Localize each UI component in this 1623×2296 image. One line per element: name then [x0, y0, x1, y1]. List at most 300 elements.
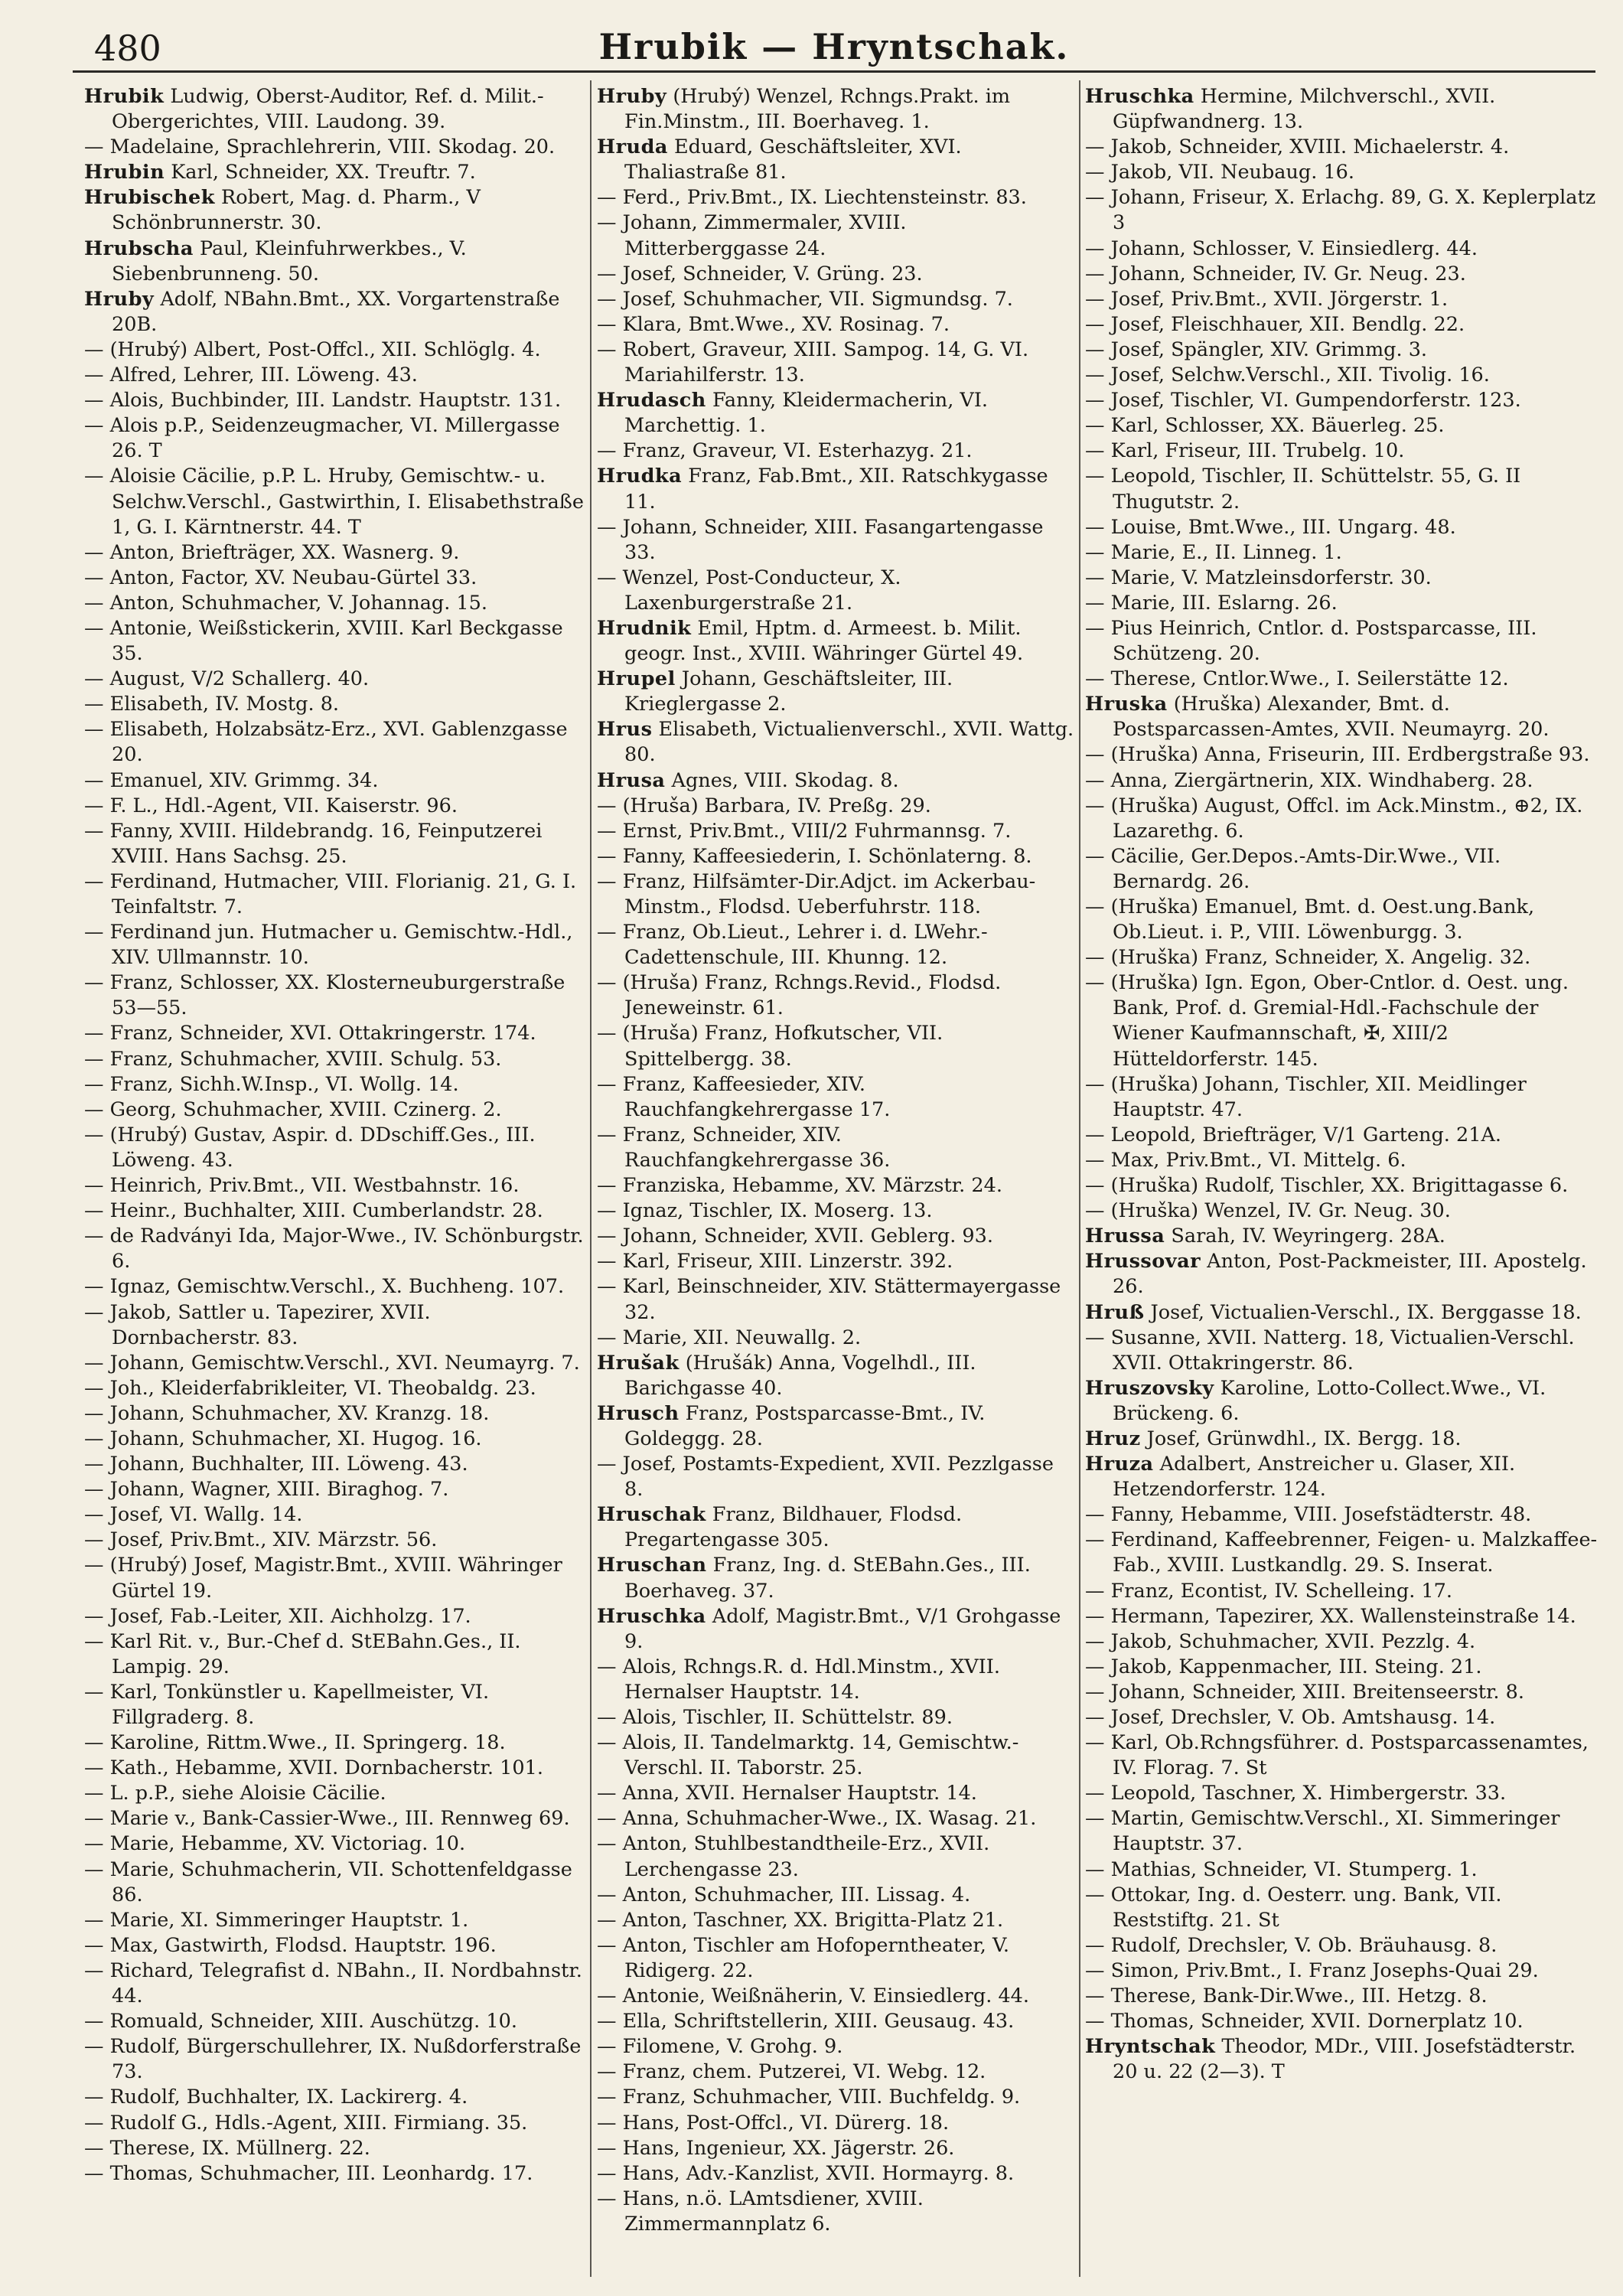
- entry-text: — Josef, Tischler, VI. Gumpendorferstr. 123.: [1085, 389, 1521, 413]
- entry-text: Johann, Geschäftsleiter, III. Krieglergasse 2.: [624, 667, 953, 716]
- entry-text: — Antonie, Weißnäherin, V. Einsiedlerg. 44.: [597, 1985, 1029, 2008]
- entry-text: — (Hruška) Wenzel, IV. Gr. Neug. 30.: [1085, 1199, 1451, 1223]
- directory-entry: [84, 287, 585, 338]
- entry-text: — Thomas, Schuhmacher, III. Leonhardg. 17.: [84, 2161, 533, 2185]
- directory-entry: [597, 819, 1075, 844]
- directory-entry: [84, 970, 585, 1021]
- entry-surname: Hrubischek: [84, 186, 215, 210]
- entry-surname: Hruska: [1085, 693, 1168, 716]
- entry-text: — Robert, Graveur, XIII. Sampog. 14, G. VI. Mariahilferstr. 13.: [597, 338, 1029, 387]
- entry-text: — Antonie, Weißstickerin, XVIII. Karl Beckgasse 35.: [84, 616, 563, 666]
- directory-entry: [84, 1452, 585, 1477]
- directory-entry: [597, 1831, 1075, 1882]
- column-divider: [1079, 80, 1080, 2277]
- entry-text: — Susanne, XVII. Natterg. 18, Victualien-Verschl. XVII. Ottakringerstr. 86.: [1085, 1326, 1575, 1375]
- entry-surname: Hrubscha: [84, 236, 194, 260]
- entry-text: — Cäcilie, Ger.Depos.-Amts-Dir.Wwe., VII. Bernardg. 26.: [1085, 844, 1501, 893]
- directory-entry: [1085, 1806, 1598, 1857]
- directory-entry: [84, 135, 585, 160]
- directory-entry: [1085, 1655, 1598, 1680]
- entry-text: Adolf, Magistr.Bmt., V/1 Grohgasse 9.: [624, 1604, 1061, 1653]
- entry-text: — Franz, Schuhmacher, XVIII. Schulg. 53.: [84, 1047, 502, 1071]
- entry-text: Hermine, Milchverschl., XVII. Güpfwandnerg. 13.: [1113, 85, 1496, 134]
- directory-entry: [1085, 1730, 1598, 1781]
- entry-text: — Marie v., Bank-Cassier-Wwe., III. Rennweg 69.: [84, 1807, 570, 1831]
- entry-text: — Fanny, Kaffeesiederin, I. Schönlaterng. 8.: [597, 844, 1032, 868]
- entry-text: — Marie, V. Matzleinsdorferstr. 30.: [1085, 566, 1432, 589]
- directory-entry: [84, 566, 585, 591]
- entry-surname: Hruby: [84, 287, 155, 311]
- directory-entry: [1085, 1123, 1598, 1148]
- directory-entry: [84, 1274, 585, 1300]
- directory-entry: [84, 1908, 585, 1933]
- entry-text: — Karl, Friseur, XIII. Linzerstr. 392.: [597, 1250, 953, 1274]
- entry-text: — Franz, Sichh.W.Insp., VI. Wollg. 14.: [84, 1072, 459, 1096]
- directory-entry: [597, 2009, 1075, 2034]
- directory-entry: [1085, 338, 1598, 363]
- entry-text: — Pius Heinrich, Cntlor. d. Postsparcasse, III. Schützeng. 20.: [1085, 616, 1537, 666]
- entry-text: Eduard, Geschäftsleiter, XVI. Thaliastraße 81.: [624, 135, 962, 184]
- directory-entry: [1085, 2009, 1598, 2034]
- entry-text: Josef, Victualien-Verschl., IX. Berggasse 18.: [1144, 1300, 1582, 1324]
- entry-text: — Johann, Schneider, IV. Gr. Neug. 23.: [1085, 262, 1466, 285]
- entry-text: — Karl, Schlosser, XX. Bäuerleg. 25.: [1085, 414, 1445, 438]
- directory-entry: [1085, 1579, 1598, 1604]
- page-number: 480: [94, 28, 161, 69]
- directory-entry: [597, 1123, 1075, 1173]
- directory-entry: [597, 1173, 1075, 1199]
- entry-text: — Alois, Buchbinder, III. Landstr. Hauptstr. 131.: [84, 389, 562, 413]
- entry-text: Karl, Schneider, XX. Treuftr. 7.: [165, 161, 476, 184]
- directory-entry: [84, 1199, 585, 1224]
- directory-entry: [597, 1933, 1075, 1984]
- directory-entry: [84, 717, 585, 768]
- entry-text: — Ferd., Priv.Bmt., IX. Liechtensteinstr. 83.: [597, 186, 1027, 210]
- directory-entry: [1085, 185, 1598, 236]
- entry-surname: Hrudnik: [597, 616, 692, 640]
- entry-text: — (Hruška) Johann, Tischler, XII. Meidlinger Hauptstr. 47.: [1085, 1072, 1527, 1121]
- directory-entry: [597, 844, 1075, 869]
- entry-text: — Rudolf, Buchhalter, IX. Lackirerg. 4.: [84, 2086, 468, 2109]
- entry-surname: Hrubik: [84, 85, 165, 108]
- directory-entry: [1085, 236, 1598, 262]
- directory-entry: [84, 464, 585, 540]
- entry-text: Theodor, MDr., VIII. Josefstädterstr. 20 u. 22 (2—3). T: [1113, 2035, 1576, 2084]
- directory-entry: [84, 1604, 585, 1629]
- directory-entry: [597, 388, 1075, 439]
- entry-text: — Leopold, Briefträger, V/1 Garteng. 21A.: [1085, 1123, 1501, 1146]
- entry-text: — (Hrubý) Josef, Magistr.Bmt., XVIII. Währinger Gürtel 19.: [84, 1554, 562, 1603]
- directory-entry: [84, 2161, 585, 2187]
- directory-entry: [84, 2034, 585, 2085]
- directory-entry: [597, 970, 1075, 1021]
- entry-text: — Anna, XVII. Hernalser Hauptstr. 14.: [597, 1782, 977, 1805]
- directory-entry: [597, 1883, 1075, 1908]
- directory-entry: [597, 287, 1075, 312]
- directory-entry: [597, 1730, 1075, 1781]
- directory-entry: [84, 540, 585, 566]
- entry-text: — Wenzel, Post-Conducteur, X. Laxenburgerstraße 21.: [597, 566, 901, 615]
- directory-entry: [84, 1047, 585, 1072]
- entry-text: — Karl, Friseur, III. Trubelg. 10.: [1085, 439, 1405, 463]
- entry-text: — Jakob, Kappenmacher, III. Steing. 21.: [1085, 1655, 1482, 1678]
- entry-surname: Hrussovar: [1085, 1250, 1201, 1274]
- entry-text: — Hans, Ingenieur, XX. Jägerstr. 26.: [597, 2136, 955, 2160]
- directory-entry: [1085, 515, 1598, 540]
- directory-entry: [597, 1705, 1075, 1730]
- entry-text: — Hermann, Tapezirer, XX. Wallensteinstraße 14.: [1085, 1604, 1576, 1628]
- directory-entry: [597, 135, 1075, 185]
- directory-entry: [1085, 1224, 1598, 1249]
- directory-entry: [1085, 464, 1598, 514]
- entry-text: — Alois, II. Tandelmarktg. 14, Gemischtw.-Verschl. II. Taborstr. 25.: [597, 1731, 1019, 1780]
- entry-text: — Josef, Selchw.Verschl., XII. Tivolig. 16.: [1085, 364, 1490, 387]
- entry-text: — Filomene, V. Grohg. 9.: [597, 2035, 843, 2059]
- directory-entry: [84, 1730, 585, 1756]
- entry-text: — Therese, Bank-Dir.Wwe., III. Hetzg. 8.: [1085, 1985, 1488, 2008]
- directory-entry: [597, 2136, 1075, 2161]
- directory-entry: [1085, 1705, 1598, 1730]
- entry-text: — Ferdinand, Hutmacher, VIII. Florianig. 21, G. I. Teinfaltstr. 7.: [84, 869, 577, 918]
- entry-text: — Josef, Fleischhauer, XII. Bendlg. 22.: [1085, 312, 1465, 336]
- entry-text: — Jakob, VII. Neubaug. 16.: [1085, 161, 1355, 184]
- directory-entry: [84, 1756, 585, 1781]
- directory-entry: [84, 920, 585, 970]
- entry-text: — Ignaz, Gemischtw.Verschl., X. Buchheng. 107.: [84, 1275, 565, 1299]
- directory-entry: [597, 312, 1075, 338]
- directory-entry: [1085, 1629, 1598, 1655]
- entry-text: — Karoline, Rittm.Wwe., II. Springerg. 18.: [84, 1731, 506, 1755]
- entry-surname: Hrussa: [1085, 1225, 1165, 1248]
- directory-entry: [597, 84, 1075, 135]
- directory-entry: [84, 819, 585, 869]
- entry-text: — Johann, Schneider, XIII. Breitenseerstr. 8.: [1085, 1680, 1524, 1704]
- entry-surname: Hruz: [1085, 1427, 1141, 1450]
- directory-entry: [1085, 2034, 1598, 2085]
- directory-entry: [84, 1376, 585, 1401]
- entry-text: — Ella, Schriftstellerin, XIII. Geusaug. 43.: [597, 2010, 1015, 2033]
- entry-text: — Jakob, Schuhmacher, XVII. Pezzlg. 4.: [1085, 1629, 1476, 1653]
- entry-text: — Johann, Schuhmacher, XV. Kranzg. 18.: [84, 1401, 490, 1425]
- entry-surname: Hruß: [1085, 1300, 1145, 1324]
- directory-entry: [1085, 970, 1598, 1071]
- directory-entry: [1085, 363, 1598, 388]
- entry-text: — Karl Rit. v., Bur.-Chef d. StEBahn.Ges., II. Lampig. 29.: [84, 1629, 521, 1678]
- entry-text: — Jakob, Sattler u. Tapezirer, XVII. Dornbacherstr. 83.: [84, 1300, 431, 1349]
- directory-entry: [84, 1427, 585, 1452]
- entry-text: — Franz, Schneider, XVI. Ottakringerstr. 174.: [84, 1022, 536, 1045]
- directory-entry: [597, 1249, 1075, 1274]
- directory-entry: [1085, 1857, 1598, 1883]
- directory-entry: [84, 591, 585, 616]
- directory-entry: [84, 2111, 585, 2136]
- directory-entry: [597, 1655, 1075, 1705]
- entry-surname: Hrubin: [84, 161, 165, 184]
- entry-text: Emil, Hptm. d. Armeest. b. Milit. geogr. Inst., XVIII. Währinger Gürtel 49.: [624, 616, 1024, 666]
- entry-text: — Ignaz, Tischler, IX. Moserg. 13.: [597, 1199, 933, 1223]
- directory-entry: [84, 1173, 585, 1199]
- directory-entry: [1085, 1173, 1598, 1199]
- entry-text: — Franz, Schuhmacher, VIII. Buchfeldg. 9.: [597, 2086, 1021, 2109]
- entry-text: — Louise, Bmt.Wwe., III. Ungarg. 48.: [1085, 515, 1456, 539]
- entry-text: — Elisabeth, Holzabsätz-Erz., XVI. Gablenzgasse 20.: [84, 718, 568, 767]
- entry-text: — Thomas, Schneider, XVII. Dornerplatz 10.: [1085, 2010, 1524, 2033]
- entry-text: — (Hruška) Franz, Schneider, X. Angelig. 32.: [1085, 946, 1531, 970]
- directory-entry: [1085, 1781, 1598, 1806]
- directory-entry: [84, 338, 585, 363]
- directory-entry: [597, 1021, 1075, 1071]
- directory-entry: [597, 2034, 1075, 2060]
- directory-entry: [597, 1604, 1075, 1655]
- entry-surname: Hruschan: [597, 1554, 707, 1577]
- directory-entry: [1085, 1249, 1598, 1300]
- directory-entry: [597, 1199, 1075, 1224]
- entry-text: — Anton, Schuhmacher, III. Lissag. 4.: [597, 1883, 971, 1906]
- entry-text: — Georg, Schuhmacher, XVIII. Czinerg. 2.: [84, 1097, 502, 1121]
- directory-entry: [84, 1072, 585, 1097]
- entry-text: — (Hruša) Franz, Hofkutscher, VII. Spittelbergg. 38.: [597, 1022, 943, 1071]
- entry-surname: Hrupel: [597, 667, 676, 691]
- directory-entry: [1085, 1883, 1598, 1933]
- entry-text: — Josef, VI. Wallg. 14.: [84, 1503, 303, 1527]
- entry-text: — Alois p.P., Seidenzeugmacher, VI. Millergasse 26. T: [84, 414, 560, 463]
- directory-entry: [597, 1553, 1075, 1603]
- entry-text: Robert, Mag. d. Pharm., V Schönbrunnerstr. 30.: [112, 186, 481, 235]
- directory-entry: [597, 1806, 1075, 1831]
- entry-text: — Therese, Cntlor.Wwe., I. Seilerstätte 12.: [1085, 667, 1509, 691]
- entry-text: — Ferdinand jun. Hutmacher u. Gemischtw.-Hdl., XIV. Ullmannstr. 10.: [84, 921, 573, 970]
- directory-entry: [84, 160, 585, 185]
- entry-text: — F. L., Hdl.-Agent, VII. Kaiserstr. 96.: [84, 794, 458, 817]
- directory-entry: [597, 2111, 1075, 2136]
- entry-text: — Anton, Schuhmacher, V. Johannag. 15.: [84, 591, 487, 615]
- directory-entry: [1085, 1680, 1598, 1705]
- entry-text: — Leopold, Taschner, X. Himbergerstr. 33.: [1085, 1782, 1507, 1805]
- entry-surname: Hruszovsky: [1085, 1376, 1214, 1400]
- directory-entry: [84, 1401, 585, 1427]
- directory-entry: [84, 2085, 585, 2110]
- entry-text: — Karl, Beinschneider, XIV. Stättermayergasse 32.: [597, 1275, 1061, 1324]
- entry-text: — Johann, Schlosser, V. Einsiedlerg. 44.: [1085, 236, 1478, 260]
- directory-entry: [84, 84, 585, 135]
- directory-entry: [84, 616, 585, 667]
- entry-text: Josef, Grünwdhl., IX. Bergg. 18.: [1140, 1427, 1462, 1450]
- entry-text: — Hans, n.ö. LAmtsdiener, XVIII. Zimmermannplatz 6.: [597, 2187, 924, 2236]
- directory-entry: [597, 1908, 1075, 1933]
- entry-text: — Marie, XII. Neuwallg. 2.: [597, 1326, 862, 1349]
- entry-text: — Anna, Schuhmacher-Wwe., IX. Wasag. 21.: [597, 1807, 1037, 1831]
- directory-entry: [597, 210, 1075, 261]
- entry-text: — (Hrubý) Gustav, Aspir. d. DDschiff.Ges., III. Löweng. 43.: [84, 1123, 536, 1172]
- directory-entry: [597, 1351, 1075, 1401]
- entry-text: — Johann, Schneider, XIII. Fasangartengasse 33.: [597, 515, 1044, 564]
- directory-entry: [1085, 591, 1598, 616]
- directory-entry: [1085, 1502, 1598, 1528]
- entry-text: — Marie, Hebamme, XV. Victoriag. 10.: [84, 1832, 466, 1856]
- directory-entry: [597, 515, 1075, 566]
- directory-entry: [597, 566, 1075, 616]
- entry-text: — Franz, Graveur, VI. Esterhazyg. 21.: [597, 439, 973, 463]
- directory-entry: [84, 1553, 585, 1603]
- directory-entry: [84, 1300, 585, 1351]
- entry-text: — Martin, Gemischtw.Verschl., XI. Simmeringer Hauptstr. 37.: [1085, 1807, 1560, 1856]
- entry-text: — Hans, Post-Offcl., VI. Dürerg. 18.: [597, 2111, 950, 2135]
- directory-entry: [597, 2161, 1075, 2187]
- entry-text: — Aloisie Cäcilie, p.P. L. Hruby, Gemischtw.- u. Selchw.Verschl., Gastwirthin, I. Elisabethstraße 1, G. I. Kärntnerstr. 44. T: [84, 465, 584, 539]
- directory-entry: [84, 1097, 585, 1123]
- entry-surname: Hrus: [597, 718, 653, 742]
- directory-entry: [597, 1274, 1075, 1325]
- entry-surname: Hryntschak: [1085, 2035, 1216, 2059]
- directory-entry: [597, 185, 1075, 210]
- directory-entry: [1085, 135, 1598, 160]
- entry-text: — Johann, Schneider, XVII. Geblerg. 93.: [597, 1225, 993, 1248]
- directory-entry: [1085, 794, 1598, 844]
- directory-entry: [84, 1806, 585, 1831]
- entry-text: — Johann, Schuhmacher, XI. Hugog. 16.: [84, 1427, 482, 1450]
- directory-entry: [1085, 768, 1598, 794]
- directory-entry: [84, 1021, 585, 1046]
- directory-entry: [597, 2187, 1075, 2237]
- entry-text: — Marie, Schuhmacherin, VII. Schottenfeldgasse 86.: [84, 1857, 572, 1906]
- entry-text: Sarah, IV. Weyringerg. 28A.: [1165, 1225, 1445, 1248]
- entry-text: — Elisabeth, IV. Mostg. 8.: [84, 693, 340, 716]
- entry-surname: Hruschka: [597, 1604, 706, 1628]
- entry-text: — Franz, Kaffeesieder, XIV. Rauchfangkehrergasse 17.: [597, 1072, 891, 1121]
- directory-entry: [1085, 692, 1598, 742]
- entry-text: — Ferdinand, Kaffeebrenner, Feigen- u. Malzkaffee-Fab., XVIII. Lustkandlg. 29. S. Inserat.: [1085, 1528, 1598, 1577]
- directory-entry: [84, 1831, 585, 1857]
- entry-text: — Rudolf, Drechsler, V. Ob. Bräuhausg. 8.: [1085, 1933, 1498, 1957]
- entry-text: — Anton, Stuhlbestandtheile-Erz., XVII. Lerchengasse 23.: [597, 1832, 990, 1881]
- entry-text: — Kath., Hebamme, XVII. Dornbacherstr. 101.: [84, 1756, 543, 1780]
- entry-text: — Alfred, Lehrer, III. Löweng. 43.: [84, 364, 418, 387]
- directory-entry: [84, 1857, 585, 1908]
- entry-text: — Marie, E., II. Linneg. 1.: [1085, 540, 1342, 564]
- entry-text: — Anton, Taschner, XX. Brigitta-Platz 21.: [597, 1908, 1004, 1932]
- running-title: Hrubik — Hryntschak.: [598, 26, 1070, 67]
- directory-entry: [1085, 667, 1598, 692]
- entry-text: Paul, Kleinfuhrwerkbes., V. Siebenbrunneng. 50.: [112, 236, 467, 285]
- directory-entry: [597, 1224, 1075, 1249]
- entry-text: — (Hruška) Rudolf, Tischler, XX. Brigittagasse 6.: [1085, 1174, 1569, 1198]
- directory-entry: [597, 338, 1075, 388]
- entry-text: — Josef, Spängler, XIV. Grimmg. 3.: [1085, 338, 1428, 361]
- entry-text: — Johann, Wagner, XIII. Biraghog. 7.: [84, 1478, 449, 1502]
- directory-entry: [597, 464, 1075, 514]
- directory-entry: [597, 2060, 1075, 2085]
- entry-text: — Franz, Hilfsämter-Dir.Adjct. im Ackerbau-Minstm., Flodsd. Ueberfuhrstr. 118.: [597, 869, 1036, 918]
- entry-text: — Therese, IX. Müllnerg. 22.: [84, 2136, 370, 2160]
- entry-text: Franz, Postsparcasse-Bmt., IV. Goldeggg. 28.: [624, 1401, 986, 1450]
- directory-entry: [597, 439, 1075, 464]
- entry-text: — de Radványi Ida, Major-Wwe., IV. Schönburgstr. 6.: [84, 1225, 584, 1274]
- directory-entry: [84, 869, 585, 920]
- column-2: [597, 84, 1075, 2281]
- entry-text: — Leopold, Tischler, II. Schüttelstr. 55, G. II Thugutstr. 2.: [1085, 465, 1521, 514]
- entry-text: — Ernst, Priv.Bmt., VIII/2 Fuhrmannsg. 7.: [597, 819, 1012, 843]
- entry-text: — (Hruška) Anna, Friseurin, III. Erdbergstraße 93.: [1085, 743, 1590, 767]
- directory-entry: [84, 1351, 585, 1376]
- entry-text: — Marie, III. Eslarng. 26.: [1085, 591, 1338, 615]
- directory-entry: [597, 794, 1075, 819]
- directory-entry: [84, 185, 585, 236]
- entry-text: — (Hruška) Ign. Egon, Ober-Cntlor. d. Oest. ung. Bank, Prof. d. Gremial-Hdl.-Fachschule der Wiener Kaufmannschaft, ✠, XIII/2 Hütteldorferstr. 145.: [1085, 971, 1569, 1071]
- directory-entry: [1085, 1958, 1598, 1984]
- directory-entry: [84, 692, 585, 717]
- entry-text: — Rudolf, Bürgerschullehrer, IX. Nußdorferstraße 73.: [84, 2035, 582, 2084]
- directory-entry: [84, 2009, 585, 2034]
- entry-text: — Josef, Schneider, V. Grüng. 23.: [597, 262, 923, 285]
- entry-text: — (Hrubý) Albert, Post-Offcl., XII. Schlöglg. 4.: [84, 338, 541, 361]
- entry-text: Ludwig, Oberst-Auditor, Ref. d. Milit.-Obergerichtes, VIII. Laudong. 39.: [112, 85, 544, 134]
- entry-text: — Johann, Friseur, X. Erlachg. 89, G. X. Keplerplatz 3: [1085, 186, 1596, 235]
- entry-text: — Franz, Ob.Lieut., Lehrer i. d. LWehr.-Cadettenschule, III. Khunng. 12.: [597, 921, 988, 970]
- directory-entry: [1085, 945, 1598, 970]
- directory-entry: [1085, 1452, 1598, 1502]
- entry-text: — Karl, Tonkünstler u. Kapellmeister, VI. Fillgraderg. 8.: [84, 1680, 490, 1729]
- directory-entry: [84, 1933, 585, 1958]
- directory-entry: [597, 1984, 1075, 2009]
- directory-entry: [1085, 1199, 1598, 1224]
- directory-entry: [1085, 84, 1598, 135]
- entry-text: — Johann, Gemischtw.Verschl., XVI. Neumayrg. 7.: [84, 1351, 580, 1375]
- directory-entry: [84, 768, 585, 794]
- directory-entry: [1085, 1376, 1598, 1427]
- entry-text: Elisabeth, Victualienverschl., XVII. Wattg. 80.: [624, 718, 1074, 767]
- entry-surname: Hrudka: [597, 465, 683, 488]
- column-1: [84, 84, 585, 2281]
- directory-entry: [1085, 1300, 1598, 1326]
- entry-text: — Hans, Adv.-Kanzlist, XVII. Hormayrg. 8.: [597, 2161, 1015, 2185]
- entry-text: — Josef, Fab.-Leiter, XII. Aichholzg. 17.: [84, 1604, 471, 1628]
- column-divider: [590, 80, 592, 2277]
- directory-entry: [1085, 439, 1598, 464]
- entry-text: — Franz, chem. Putzerei, VI. Webg. 12.: [597, 2060, 986, 2084]
- entry-text: — Franziska, Hebamme, XV. Märzstr. 24.: [597, 1174, 1002, 1198]
- column-3: [1085, 84, 1598, 2281]
- directory-entry: [84, 667, 585, 692]
- entry-text: — Klara, Bmt.Wwe., XV. Rosinag. 7.: [597, 312, 950, 336]
- entry-surname: Hruby: [597, 85, 667, 108]
- directory-entry: [597, 768, 1075, 794]
- entry-text: — Ottokar, Ing. d. Oesterr. ung. Bank, VII. Reststiftg. 21. St: [1085, 1883, 1502, 1932]
- entry-text: — (Hruša) Barbara, IV. Preßg. 29.: [597, 794, 931, 817]
- entry-surname: Hruschak: [597, 1503, 706, 1527]
- entry-text: Agnes, VIII. Skodag. 8.: [665, 768, 899, 792]
- entry-text: — Rudolf G., Hdls.-Agent, XIII. Firmiang. 35.: [84, 2111, 528, 2135]
- entry-text: — August, V/2 Schallerg. 40.: [84, 667, 370, 691]
- entry-surname: Hrušak: [597, 1351, 680, 1375]
- directory-entry: [84, 1502, 585, 1528]
- directory-entry: [84, 1781, 585, 1806]
- entry-text: — Anton, Briefträger, XX. Wasnerg. 9.: [84, 540, 460, 564]
- directory-entry: [597, 1072, 1075, 1123]
- entry-text: Adolf, NBahn.Bmt., XX. Vorgartenstraße 20B.: [112, 287, 560, 336]
- page-header: [73, 24, 1595, 73]
- directory-entry: [597, 1326, 1075, 1351]
- directory-entry: [84, 363, 585, 388]
- directory-entry: [1085, 1604, 1598, 1629]
- entry-text: Anton, Post-Packmeister, III. Apostelg. 26.: [1113, 1250, 1587, 1299]
- directory-entry: [597, 1781, 1075, 1806]
- directory-entry: [597, 920, 1075, 970]
- directory-entry: [84, 1528, 585, 1553]
- entry-text: — Josef, Drechsler, V. Ob. Amtshausg. 14.: [1085, 1706, 1496, 1729]
- directory-entry: [84, 413, 585, 464]
- directory-entry: [597, 667, 1075, 717]
- directory-entry: [597, 717, 1075, 768]
